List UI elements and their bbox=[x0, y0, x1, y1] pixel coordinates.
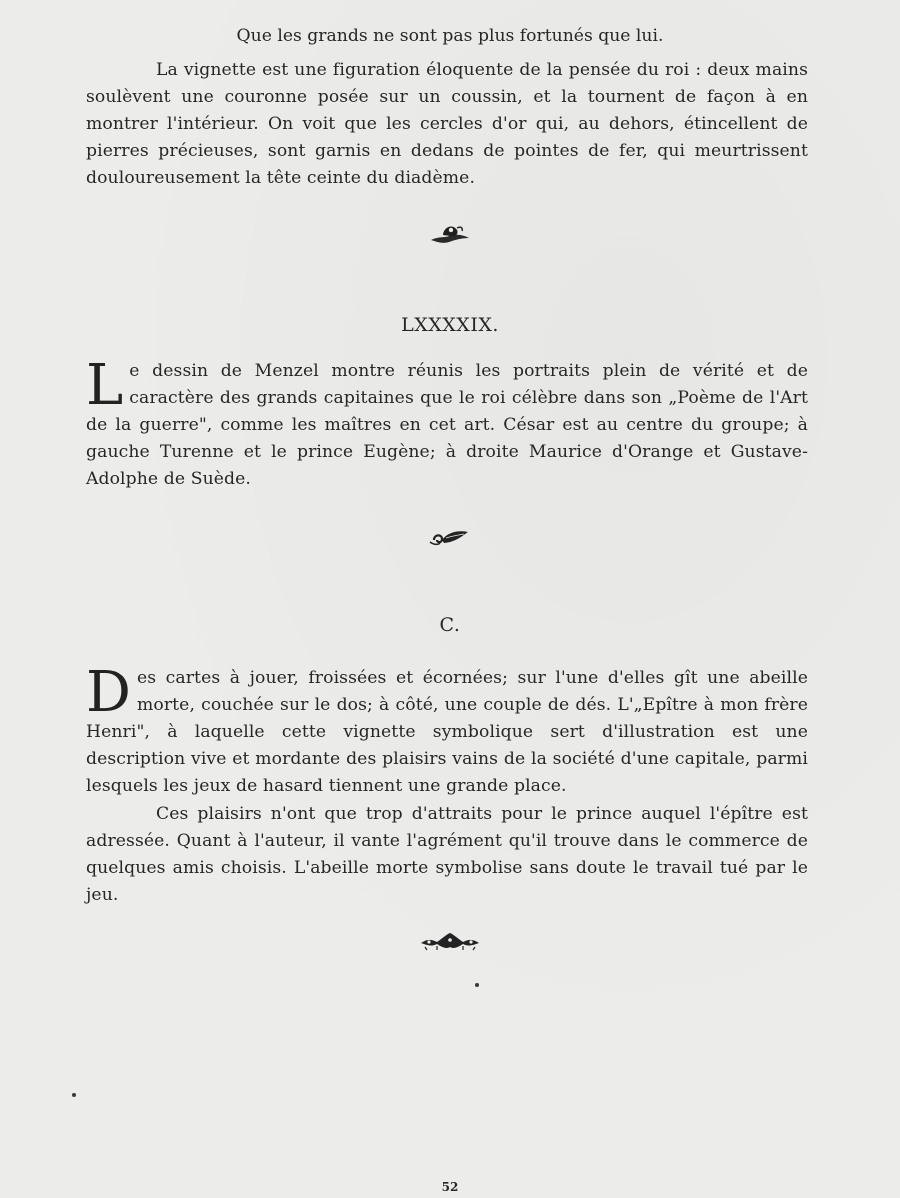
section-c-paragraph bbox=[86, 660, 808, 800]
section-heading-c: C. bbox=[439, 614, 461, 636]
leaf-scroll-ornament-icon bbox=[428, 526, 472, 550]
ink-speck bbox=[475, 983, 479, 987]
section-lxxxxix-text: e dessin de Menzel montre réunis les portraits plein de vérité et de caractère des grands capitaines que le roi célèbre dans son „Poème de l'Art de la guerre", comme les maîtres en cet art. César est au centre du groupe; à gauche Turenne et le prince Eugène; à droite Maurice d'Orange et Gustave-Adolphe de Suède. bbox=[86, 361, 808, 489]
section-heading-lxxxxix: LXXXXIX. bbox=[401, 314, 499, 336]
closing-verse-line: Que les grands ne sont pas plus fortunés que lui. bbox=[236, 26, 664, 46]
vignette-description-paragraph: La vignette est une figuration éloquente de la pensée du roi : deux mains soulèvent une couronne posée sur un coussin, et la tournent de façon à en montrer l'intérieur. On voit que les cercles d'or qui, au dehors, étincellent de pierres précieuses, sont garnis en dedans de pointes de fer, qui meurtrissent douloureusement la tête ceinte du diadème. bbox=[86, 60, 808, 188]
drop-cap-letter: L bbox=[86, 353, 124, 418]
page-number: 52 bbox=[441, 1180, 459, 1194]
section-c-text: es cartes à jouer, froissées et écornées; sur l'une d'elles gît une abeille morte, couchée sur le dos; à côté, une couple de dés. L'„Epître à mon frère Henri", à laquelle cette vignette symbolique sert d'illustration est une description vive et mordante des plaisirs vains de la société d'une capitale, parmi lesquels les jeux de hasard tiennent une grande place. bbox=[86, 668, 808, 796]
section-c-second-paragraph: Ces plaisirs n'ont que trop d'attraits pour le prince auquel l'épître est adressée. Quant à l'auteur, il vante l'agrément qu'il trouve dans le commerce de quelques amis choisis. L'abeille morte symbolise sans doute le travail tué par le jeu. bbox=[86, 804, 808, 905]
section-lxxxxix-paragraph bbox=[86, 353, 808, 493]
drop-cap-letter: D bbox=[86, 660, 131, 725]
ink-speck bbox=[72, 1093, 76, 1097]
flower-ornament-icon bbox=[427, 222, 473, 248]
floral-band-ornament-icon bbox=[417, 930, 483, 952]
